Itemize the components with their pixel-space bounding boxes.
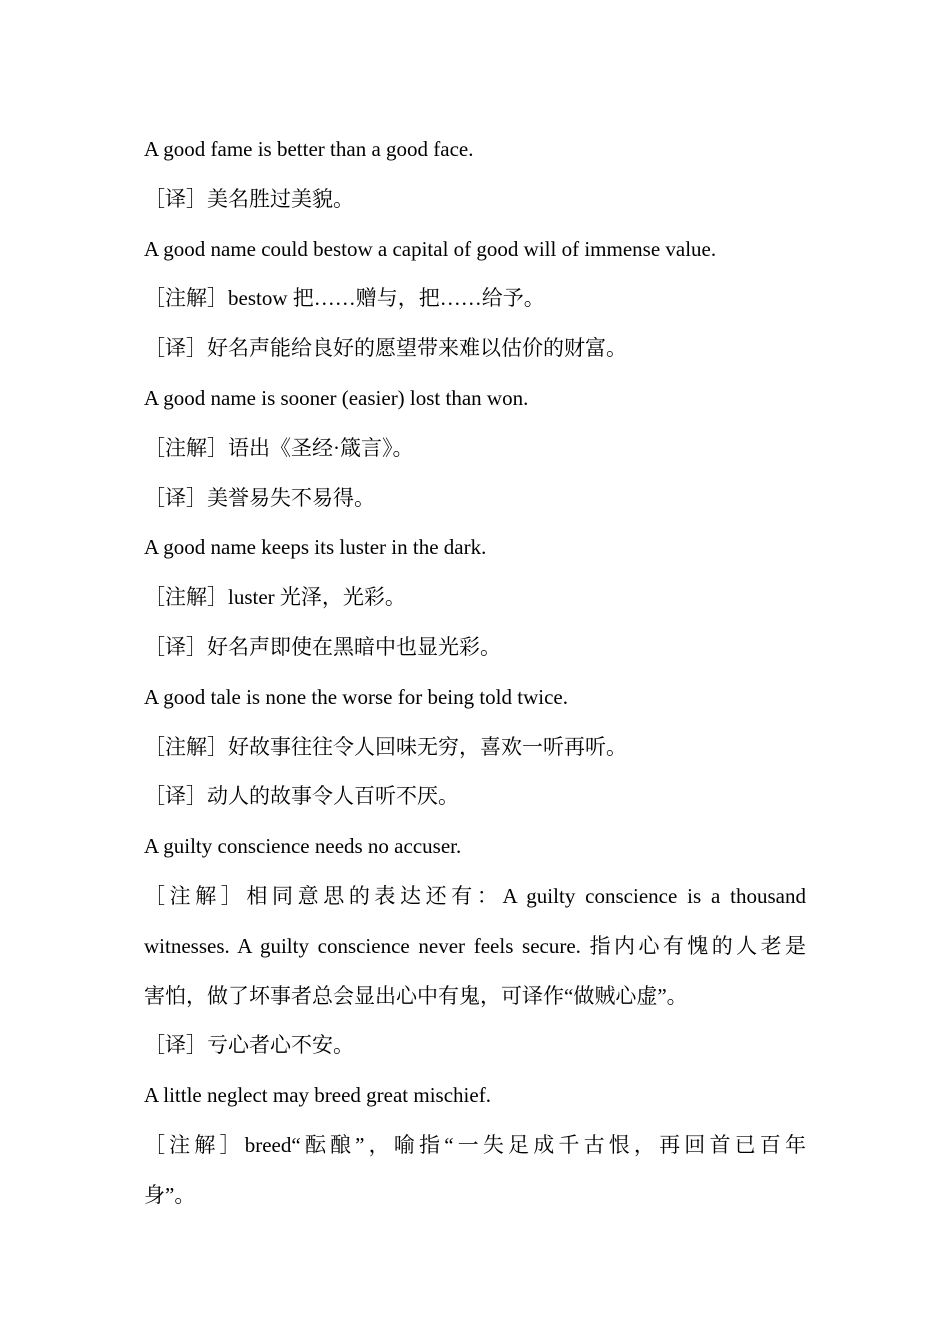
proverb-translation: ［译］动人的故事令人百听不厌。 [144,784,459,809]
proverb-note: ［注解］luster 光泽，光彩。 [144,585,406,610]
proverb-english: A good name keeps its luster in the dark. [144,535,487,560]
proverb-note-line: witnesses. A guilty conscience never feels secure. 指内心有愧的人老是 [144,933,806,958]
proverb-english: A good name could bestow a capital of good will of immense value. [144,236,717,261]
proverb-note-line: ［注解］breed“酝酿”，喻指“一失足成千古恨，再回首已百年 [144,1132,806,1157]
proverb-note: ［注解］好故事往往令人回味无穷，喜欢一听再听。 [144,734,627,759]
proverb-english: A good fame is better than a good face. [144,137,474,161]
proverb-translation: ［译］好名声即使在黑暗中也显光彩。 [144,634,501,659]
proverb-english: A little neglect may breed great mischief. [144,1083,491,1108]
proverb-english: A good name is sooner (easier) lost than won. [144,385,529,410]
proverb-translation: ［译］好名声能给良好的愿望带来难以估价的财富。 [144,336,627,361]
proverb-note: ［注解］语出《圣经·箴言》。 [144,435,414,460]
proverb-list [144,125,806,1221]
proverb-english: A good tale is none the worse for being told twice. [144,684,568,709]
proverb-note-line: ［注解］相同意思的表达还有：A guilty conscience is a thousand [144,883,806,908]
proverb-english: A guilty conscience needs no accuser. [144,834,462,859]
proverb-translation: ［译］美名胜过美貌。 [144,186,354,211]
proverb-note-line: 害怕，做了坏事者总会显出心中有鬼，可译作“做贼心虚”。 [144,983,688,1008]
proverb-note: ［注解］bestow 把……赠与，把……给予。 [144,286,545,311]
proverb-translation: ［译］美誉易失不易得。 [144,485,375,510]
proverb-note-line: 身”。 [144,1182,196,1207]
proverb-translation: ［译］亏心者心不安。 [144,1033,354,1058]
